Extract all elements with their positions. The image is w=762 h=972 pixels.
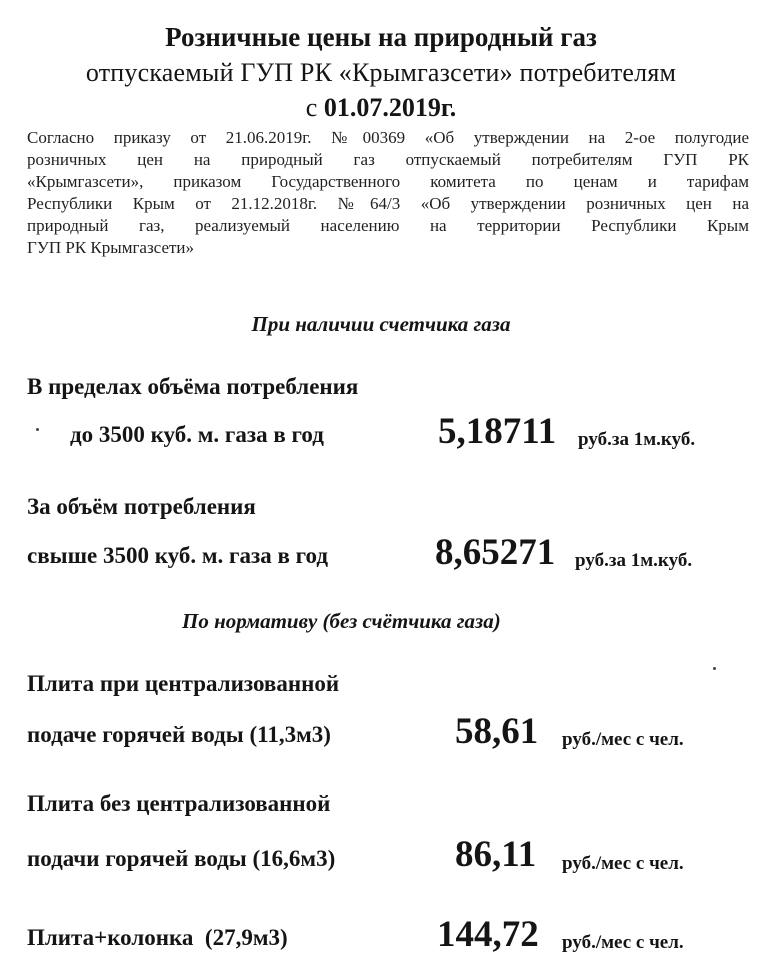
norm-item-1-unit: руб./мес с чел. [562, 729, 684, 750]
intro-line: Согласно приказу от 21.06.2019г. №00369 «Об утверждении на 2-ое полугодие [27, 128, 749, 147]
meter-item-2-price: 8,65271 [435, 532, 556, 573]
norm-item-2-label-line1: Плита без централизованной [27, 791, 331, 816]
meter-item-2-label-line1: За объём потребления [27, 494, 256, 519]
meter-section-heading: При наличии счетчика газа [251, 312, 511, 336]
scan-speck [36, 428, 39, 431]
intro-line: ГУП РК Крымгазсети» [27, 238, 195, 257]
date-prefix: с [305, 93, 318, 122]
norm-item-2-unit: руб./мес с чел. [562, 853, 684, 874]
meter-item-1-label-line1: В пределах объёма потребления [27, 374, 359, 399]
norm-item-1-label-line1: Плита при централизованной [27, 671, 340, 696]
meter-item-1-label-line2: до 3500 куб. м. газа в год [70, 422, 324, 447]
intro-line: розничных цен на природный газ отпускаемый потребителям ГУП РК [27, 150, 749, 169]
intro-line: «Крымгазсети», приказом Государственного комитета по ценам и тарифам [27, 172, 749, 191]
scan-speck [713, 667, 716, 670]
document-subtitle: отпускаемый ГУП РК «Крымгазсети» потребителям [85, 58, 677, 87]
meter-item-2-unit: руб.за 1м.куб. [575, 550, 693, 571]
meter-item-1-price: 5,18711 [438, 411, 557, 452]
norm-item-2-price: 86,11 [455, 834, 537, 875]
norm-item-3-price: 144,72 [437, 914, 539, 955]
date-value: 01.07.2019г. [323, 93, 457, 122]
intro-line: природный газ, реализуемый населению на территории Республики Крым [27, 216, 749, 235]
norm-item-3-unit: руб./мес с чел. [562, 932, 684, 953]
intro-line: Республики Крым от 21.12.2018г. №64/3 «Об утверждении розничных цен на [27, 194, 749, 213]
norm-item-2-label-line2: подачи горячей воды (16,6м3) [27, 846, 336, 871]
norm-item-3-label: Плита+колонка (27,9м3) [27, 925, 288, 950]
intro-paragraph [27, 127, 749, 259]
meter-item-1-unit: руб.за 1м.куб. [578, 429, 696, 450]
norm-item-1-label-line2: подаче горячей воды (11,3м3) [27, 722, 331, 747]
norm-item-1-price: 58,61 [455, 711, 539, 752]
effective-date [0, 93, 762, 123]
document-title: Розничные цены на природный газ [165, 22, 597, 52]
norm-section-heading: По нормативу (без счётчика газа) [182, 609, 501, 633]
meter-item-2-label-line2: свыше 3500 куб. м. газа в год [27, 543, 328, 568]
